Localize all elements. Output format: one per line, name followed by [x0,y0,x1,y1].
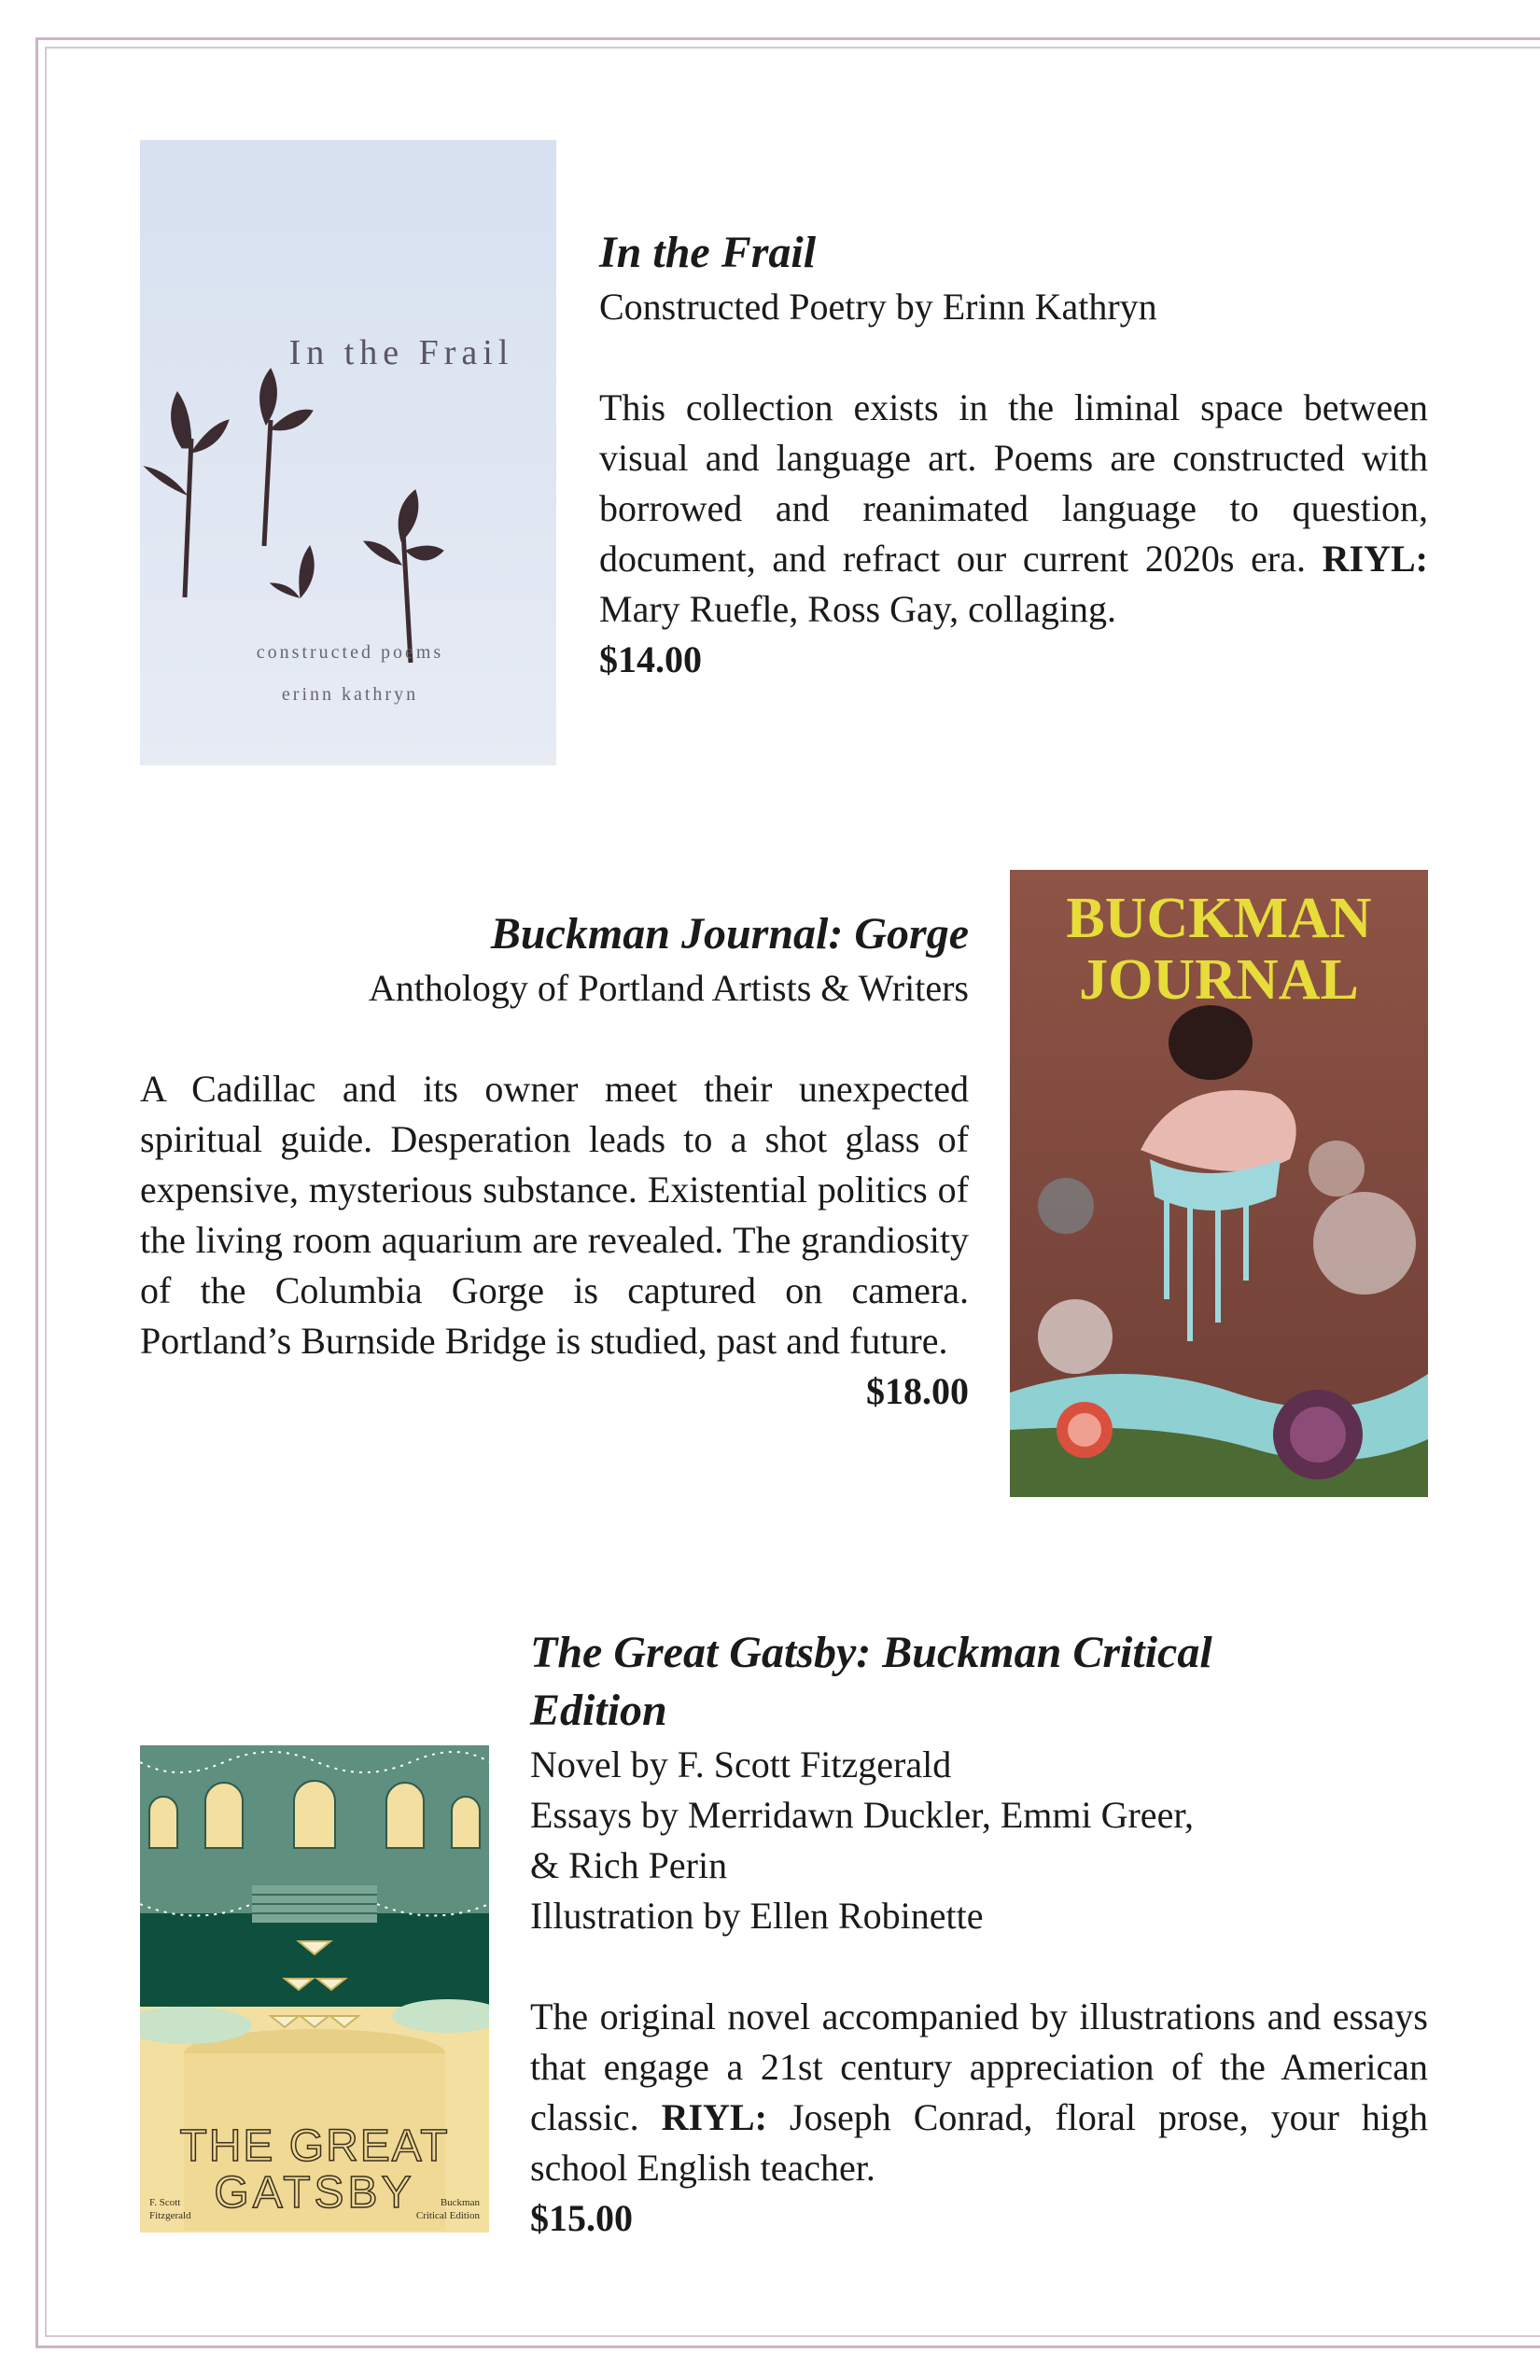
book-credit: Anthology of Portland Artists & Writers [368,967,969,1009]
book-title: The Great Gatsby: Buckman Critical Edition [530,1628,1212,1735]
cover-gatsby-title-1: THE GREAT [179,2121,450,2171]
description-text: The original novel accompanied by illustrations and essays that engage a 21st century appreciation of the American classic. [530,1995,1428,2138]
cover-frail-title: In the Frail [288,333,514,372]
cover-bj-title-2: JOURNAL [1079,948,1359,1012]
cover-great-gatsby [140,1745,489,2233]
book-entry-buckman-journal [140,905,969,1417]
cover-gatsby-title-2: GATSBY [214,2168,415,2218]
cover-gatsby-edition-1: Buckman [440,2197,480,2208]
cover-frail-author: erinn kathryn [281,684,419,705]
cover-gatsby-author-1: F. Scott [149,2197,181,2208]
book-entry-great-gatsby [530,1624,1428,2244]
book-price: $15.00 [530,2197,633,2239]
riyl-label: RIYL: [1322,538,1428,580]
book-description: A Cadillac and its owner meet their unexpected spiritual guide. Desperation leads to a shot glass of expensive, mysterious substance. Existential politics of the living room aquarium are revealed. The grandiosity of the Columbia Gorge is captured on camera. Portland’s Burnside Bridge is studied, past and future. [140,1068,969,1362]
riyl-label: RIYL: [661,2096,767,2138]
cover-frail-subtitle: constructed poems [256,642,444,663]
cover-bj-title-1: BUCKMAN [1066,887,1372,950]
riyl-text: Mary Ruefle, Ross Gay, collaging. [599,588,1116,630]
book-description [599,383,1428,635]
book-credit: Illustration by Ellen Robinette [530,1895,984,1937]
book-credit: & Rich Perin [530,1844,728,1886]
book-credit: Constructed Poetry by Erinn Kathryn [599,286,1157,328]
cover-gatsby-edition-2: Critical Edition [415,2210,480,2221]
book-entry-in-the-frail [599,224,1428,685]
book-credit: Novel by F. Scott Fitzgerald [530,1743,952,1785]
book-price: $18.00 [866,1370,969,1412]
cover-gatsby-author-2: Fitzgerald [149,2210,191,2221]
cover-buckman-journal [1010,870,1428,1497]
description-text: This collection exists in the liminal space between visual and language art. Poems are constructed with borrowed and reanimated language to question, document, and refract our current 2020s era. [599,386,1428,580]
book-price: $14.00 [599,638,702,680]
book-description [530,1992,1428,2193]
book-credit: Essays by Merridawn Duckler, Emmi Greer, [530,1794,1195,1836]
book-title: Buckman Journal: Gorge [490,909,969,959]
book-title: In the Frail [599,228,817,277]
cover-in-the-frail [140,140,556,765]
riyl-text: Joseph Conrad, floral prose, your high school English teacher. [530,2096,1428,2189]
